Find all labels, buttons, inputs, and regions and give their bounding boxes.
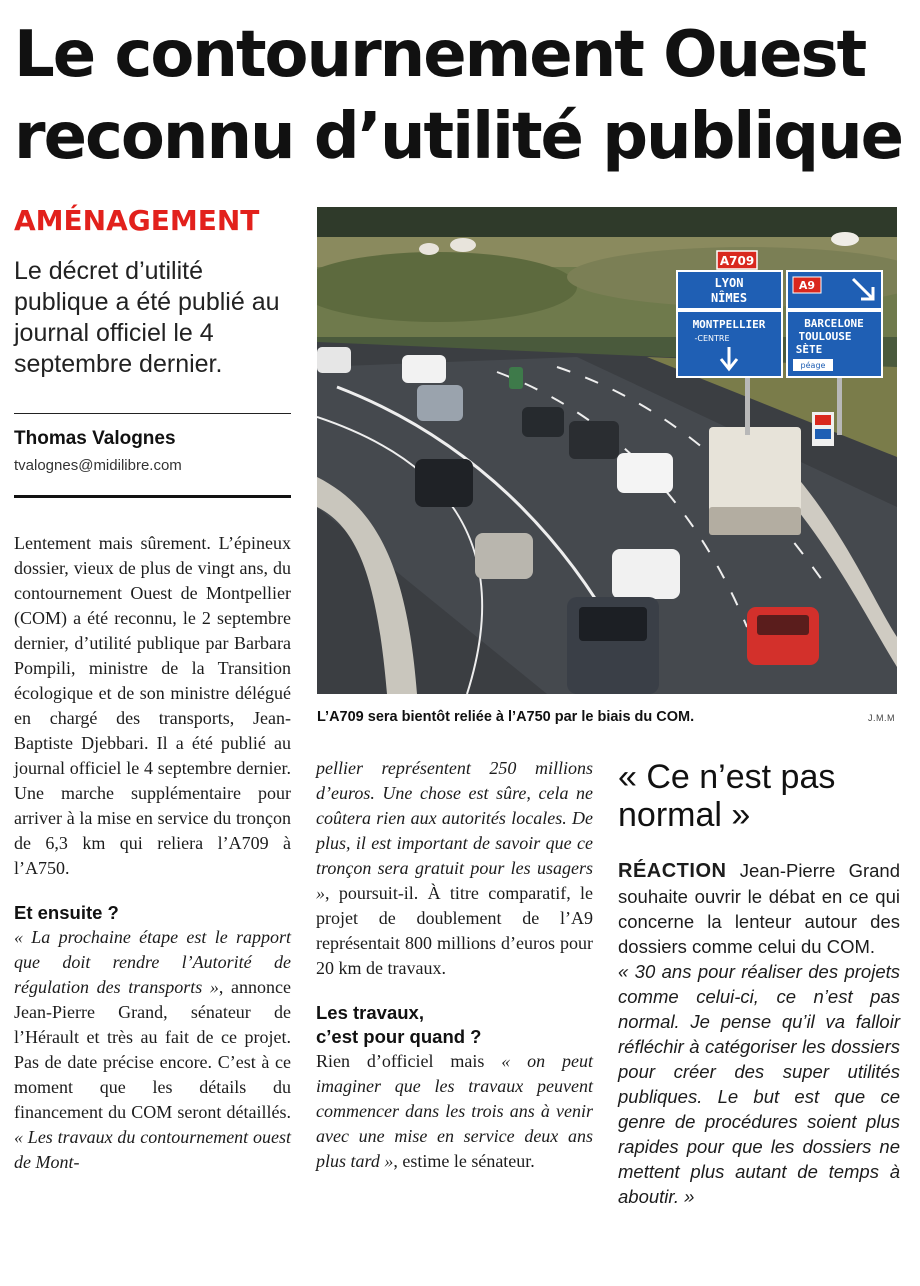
author-divider-bottom bbox=[14, 495, 291, 498]
article-photo bbox=[317, 207, 897, 694]
author-name: Thomas Valognes bbox=[14, 428, 176, 449]
intro-paragraph: Lentement mais sûrement. L’épineux dossier, vieux de plus de vingt ans, du contournement Ouest de Montpellier (COM) a été reconnu, le 2 septembre dernier, d’utilité publique par Barbara Pompili, ministre de la Transition écologique et de son ministre délégué en chargé des transports, Jean-Baptiste Djebbari. Il a été publié au journal officiel le 4 septembre dernier. Une marche supplémentaire pour arriver à la mise en service du tronçon de 6,3 km qui reliera l’A709 à l’A750. bbox=[14, 533, 291, 878]
sign-toulouse: TOULOUSE bbox=[798, 330, 852, 343]
photo-credit: J.M.M bbox=[868, 713, 895, 723]
standfirst: Le décret d’utilité publique a été publié au journal officiel le 4 septembre dernier. bbox=[14, 257, 280, 378]
photo-caption: L’A709 sera bientôt reliée à l’A750 par le biais du COM. bbox=[317, 709, 695, 725]
quote-art: « La prochaine étape est le rapport que doit rendre l’Autorité de régulation des transports » bbox=[14, 927, 291, 997]
author-divider-top bbox=[14, 413, 291, 414]
section1-paragraph-part1 bbox=[14, 925, 291, 1175]
sidebar-paragraph bbox=[618, 858, 900, 1209]
article-column-2 bbox=[316, 756, 593, 1174]
headline-line-2: reconnu d’utilité publique bbox=[14, 100, 903, 174]
sign-centre: -CENTRE bbox=[694, 334, 730, 343]
article-column-1 bbox=[14, 531, 291, 1175]
sign-a9: A9 bbox=[798, 279, 816, 292]
reaction-quote: « 30 ans pour réaliser des projets comme celui-ci, ce n’est pas normal. Je pense qu’il va falloir réfléchir à catégoriser les dossiers pour créer des super utilités publiques. Le but est que ce genre de procédures soient plus rapides pour que les dossiers ne mettent plus autant de temps à aboutir. » bbox=[618, 961, 900, 1207]
headline bbox=[14, 14, 914, 178]
sign-nimes: NÎMES bbox=[710, 291, 748, 305]
section2-paragraph bbox=[316, 1049, 593, 1174]
sign-barcelone: BARCELONE bbox=[804, 317, 864, 330]
section1-text-2: , poursuit-il. À titre comparatif, le projet de doublement de l’A9 représentait 800 millions d’euros pour 20 km de travaux. bbox=[316, 883, 593, 978]
subhead-et-ensuite: Et ensuite ? bbox=[14, 902, 119, 923]
section1-paragraph-part2 bbox=[316, 756, 593, 981]
sign-peage: péage bbox=[800, 361, 826, 370]
subhead-travaux: Les travaux, c’est pour quand ? bbox=[316, 1002, 482, 1047]
reaction-text: Jean-Pierre Grand souhaite ouvrir le débat en ce qui concerne la lenteur autour des dossiers comme celui du COM. bbox=[618, 860, 900, 957]
headline-line-1: Le contournement Ouest bbox=[14, 18, 866, 92]
quote-cost-start: « Les travaux du contournement ouest de Mont- bbox=[14, 1127, 291, 1172]
sidebar-title: « Ce n’est pas normal » bbox=[618, 758, 836, 834]
section2-text-2: , estime le sénateur. bbox=[393, 1151, 535, 1171]
section-kicker: AMÉNAGEMENT bbox=[14, 204, 260, 237]
sign-lyon: LYON bbox=[714, 276, 744, 290]
reaction-tag: RÉACTION bbox=[618, 860, 727, 882]
sign-montpellier: MONTPELLIER bbox=[692, 318, 766, 331]
sign-a709: A709 bbox=[719, 254, 755, 268]
section1-text-1: , annonce Jean-Pierre Grand, sénateur de l’Hérault et très au fait de ce projet. Pas de date précise encore. C’est à ce moment que les détails du financement du COM seront détaillés. bbox=[14, 977, 292, 1122]
quote-senator: « on peut imaginer que les travaux peuvent commencer dans les trois ans à venir avec une mise en service deux ans plus tard » bbox=[316, 1051, 593, 1171]
author-email[interactable]: tvalognes@midilibre.com bbox=[14, 457, 182, 474]
quote-cost-end: pellier représentent 250 millions d’euros. Une chose est sûre, cela ne coûtera rien aux autorités locales. De plus, il est important de savoir que ce tronçon sera gratuit pour les usagers » bbox=[316, 758, 593, 903]
section2-text-1: Rien d’officiel mais bbox=[316, 1051, 502, 1071]
sign-sete: SÈTE bbox=[795, 343, 823, 356]
reaction-sidebar bbox=[618, 756, 900, 1209]
